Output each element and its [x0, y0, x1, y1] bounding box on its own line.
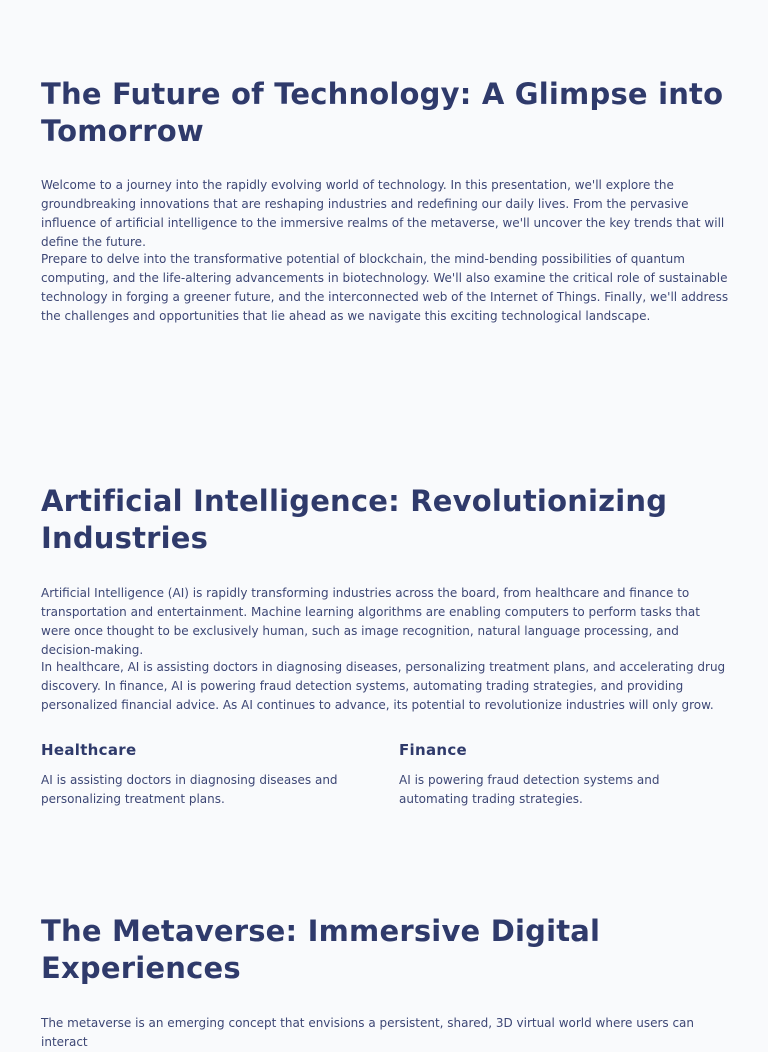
metaverse-title: The Metaverse: Immersive Digital Experiences [41, 914, 601, 985]
finance-column [399, 740, 731, 809]
healthcare-column [41, 740, 399, 809]
metaverse-section [41, 913, 731, 1052]
finance-text: AI is powering fraud detection systems and automating trading strategies. [399, 773, 660, 806]
intro-title: The Future of Technology: A Glimpse into Tomorrow [41, 77, 724, 148]
ai-title: Artificial Intelligence: Revolutionizing Industries [41, 484, 668, 555]
metaverse-paragraph-1: The metaverse is an emerging concept that envisions a persistent, shared, 3D virtual world where users can interact [41, 1016, 695, 1049]
ai-paragraph-2: In healthcare, AI is assisting doctors in diagnosing diseases, personalizing treatment plans, and accelerating drug discovery. In finance, AI is powering fraud detection systems, automating trading strategies, and providing personalized financial advice. As AI continues to advance, its potential to revolutionize industries will only grow. [41, 660, 726, 712]
ai-section [41, 483, 731, 809]
ai-columns [41, 740, 731, 809]
healthcare-heading: Healthcare [41, 741, 137, 759]
ai-paragraph-1: Artificial Intelligence (AI) is rapidly transforming industries across the board, from healthcare and finance to transportation and entertainment. Machine learning algorithms are enabling computers to perform tasks that were once thought to be exclusively human, such as image recognition, natural language processing, and decision-making. [41, 586, 700, 657]
finance-heading: Finance [399, 741, 468, 759]
healthcare-text: AI is assisting doctors in diagnosing diseases and personalizing treatment plans. [41, 773, 338, 806]
intro-paragraph-1: Welcome to a journey into the rapidly evolving world of technology. In this presentation, we'll explore the groundbreaking innovations that are reshaping industries and redefining our daily lives. From the pervasive influence of artificial intelligence to the immersive realms of the metaverse, we'll uncover the key trends that will define the future. [41, 178, 725, 249]
intro-section [41, 76, 731, 326]
intro-paragraph-2: Prepare to delve into the transformative potential of blockchain, the mind-bending possibilities of quantum computing, and the life-altering advancements in biotechnology. We'll also examine the critical role of sustainable technology in forging a greener future, and the interconnected web of the Internet of Things. Finally, we'll address the challenges and opportunities that lie ahead as we navigate this exciting technological landscape. [41, 252, 729, 323]
